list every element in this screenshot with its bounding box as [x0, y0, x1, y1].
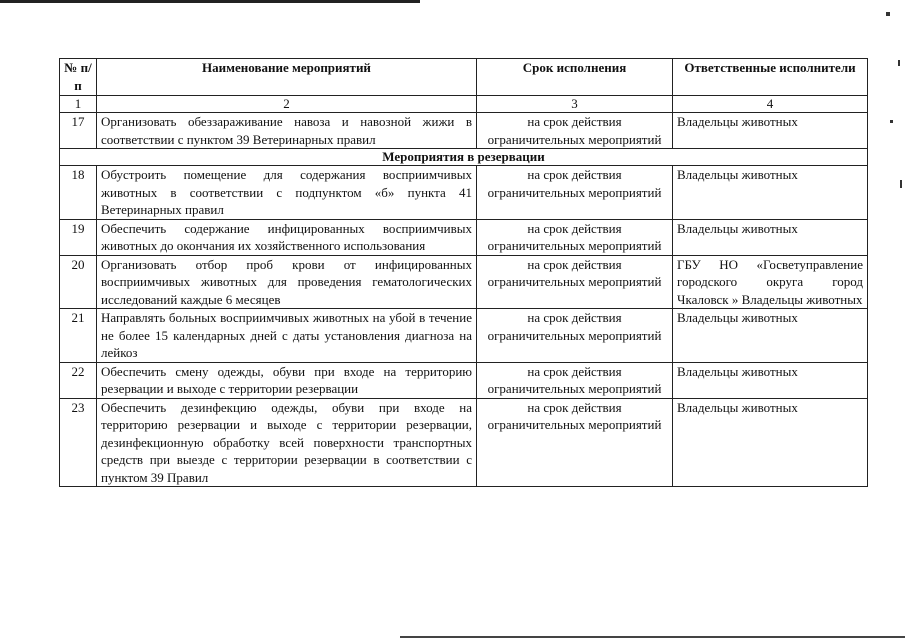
measure-responsible: Владельцы животных [673, 398, 868, 487]
section-row [60, 149, 868, 166]
measure-term: на срок действия ограничительных мероприятий [477, 255, 673, 309]
row-number: 21 [60, 309, 97, 363]
measure-responsible: Владельцы животных [673, 166, 868, 220]
scan-speck [898, 60, 900, 66]
header-responsible: Ответственные исполнители [673, 59, 868, 96]
column-number-row [60, 96, 868, 113]
measure-term: на срок действия ограничительных мероприятий [477, 398, 673, 487]
column-number: 4 [673, 96, 868, 113]
row-number: 17 [60, 113, 97, 149]
top-border-line [0, 0, 420, 3]
scan-speck [900, 180, 902, 188]
table-row [60, 166, 868, 220]
header-row [60, 59, 868, 96]
measure-term: на срок действия ограничительных мероприятий [477, 166, 673, 220]
bottom-border-line [400, 636, 905, 638]
measure-responsible: Владельцы животных [673, 113, 868, 149]
header-num: № п/п [60, 59, 97, 96]
section-title: Мероприятия в резервации [60, 149, 868, 166]
table-row [60, 113, 868, 149]
row-number: 22 [60, 362, 97, 398]
measure-responsible: Владельцы животных [673, 309, 868, 363]
measure-name: Направлять больных восприимчивых животных на убой в течение не более 15 календарных дней с даты установления диагноза на лейкоз [97, 309, 477, 363]
measure-term: на срок действия ограничительных мероприятий [477, 113, 673, 149]
scan-speck [886, 12, 890, 16]
measure-responsible: Владельцы животных [673, 219, 868, 255]
table-row [60, 362, 868, 398]
table-row [60, 219, 868, 255]
column-number: 2 [97, 96, 477, 113]
row-number: 18 [60, 166, 97, 220]
column-number: 3 [477, 96, 673, 113]
measure-name: Обустроить помещение для содержания восприимчивых животных в соответствии с подпунктом «б» пункта 41 Ветеринарных правил [97, 166, 477, 220]
table-row [60, 309, 868, 363]
table-row [60, 398, 868, 487]
measure-name: Организовать отбор проб крови от инфицированных восприимчивых животных для проведения гематологических исследований каждые 6 месяцев [97, 255, 477, 309]
scan-speck [890, 120, 893, 123]
measure-term: на срок действия ограничительных мероприятий [477, 309, 673, 363]
header-name: Наименование мероприятий [97, 59, 477, 96]
measure-term: на срок действия ограничительных мероприятий [477, 219, 673, 255]
measure-name: Организовать обеззараживание навоза и навозной жижи в соответствии с пунктом 39 Ветеринарных правил [97, 113, 477, 149]
row-number: 20 [60, 255, 97, 309]
measure-responsible: ГБУ НО «Госветуправление городского округа город Чкаловск » Владельцы животных [673, 255, 868, 309]
measures-table [59, 58, 868, 487]
table-row [60, 255, 868, 309]
row-number: 23 [60, 398, 97, 487]
header-term: Срок исполнения [477, 59, 673, 96]
measure-name: Обеспечить смену одежды, обуви при входе на территорию резервации и выходе с территории резервации [97, 362, 477, 398]
measure-term: на срок действия ограничительных мероприятий [477, 362, 673, 398]
column-number: 1 [60, 96, 97, 113]
row-number: 19 [60, 219, 97, 255]
measure-name: Обеспечить дезинфекцию одежды, обуви при входе на территорию резервации и выходе с территории резервации, дезинфекционную обработку всей поверхности транспортных средств при выезде с территории резервации в соответствии с пунктом 39 Правил [97, 398, 477, 487]
measure-name: Обеспечить содержание инфицированных восприимчивых животных до окончания их хозяйственного использования [97, 219, 477, 255]
measure-responsible: Владельцы животных [673, 362, 868, 398]
